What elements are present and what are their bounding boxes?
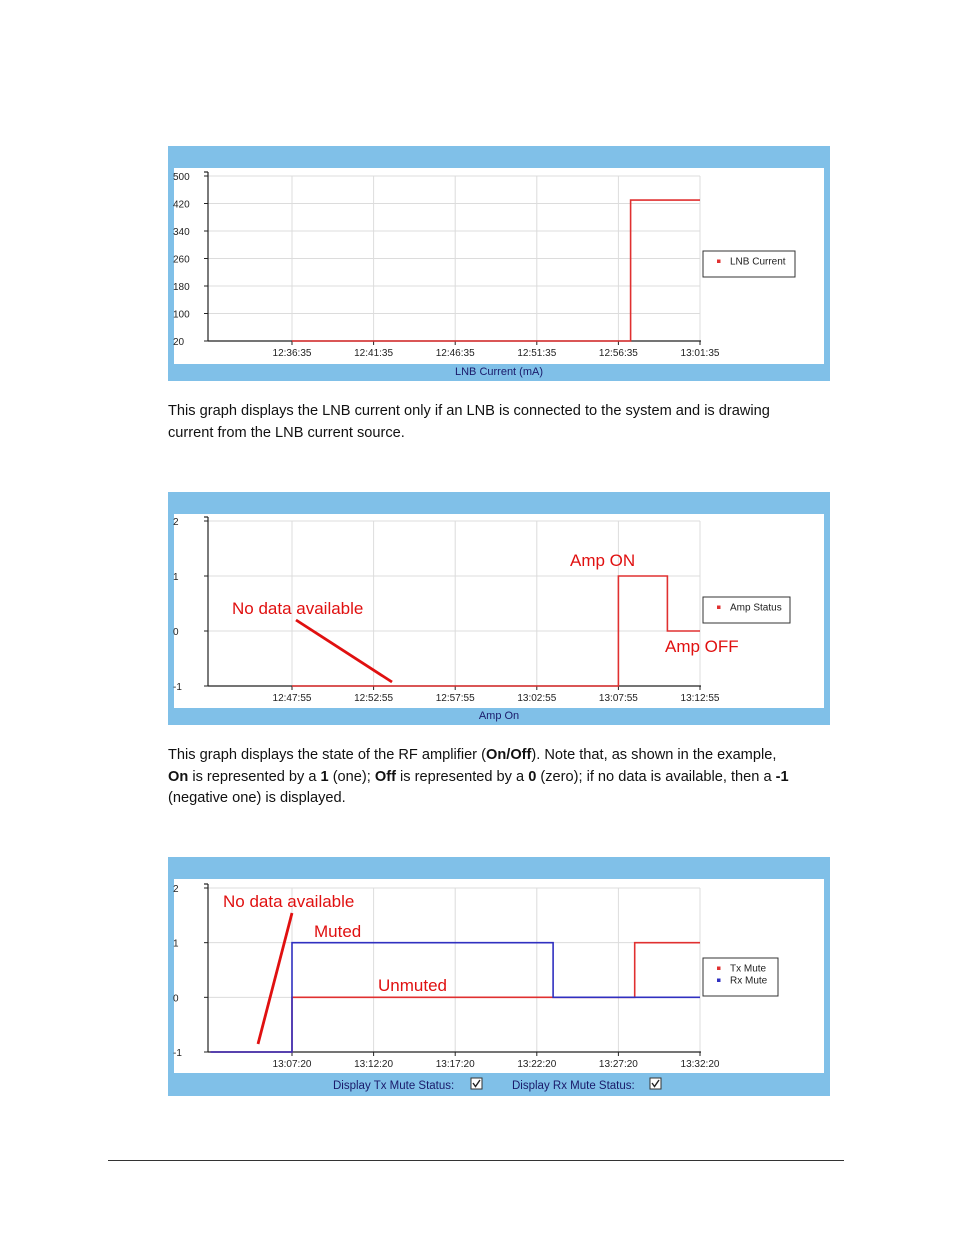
y-tick-label: 340 [173, 227, 190, 238]
y-tick-label: 180 [173, 282, 190, 293]
lnb-description [168, 401, 838, 444]
amp-desc-text: This graph displays the state of the RF amplifier ( [168, 747, 486, 763]
x-tick-label: 13:02:55 [517, 693, 557, 704]
annotation-no-data: No data available [223, 892, 355, 911]
y-tick-label: 0 [173, 993, 179, 1005]
x-tick-label: 13:27:20 [598, 1059, 638, 1070]
y-tick-label: 1 [173, 572, 179, 583]
amp-desc-negative-one: -1 [775, 768, 789, 785]
x-tick-label: 12:57:55 [435, 693, 475, 704]
x-tick-label: 12:52:55 [354, 693, 394, 704]
x-tick-label: 12:47:55 [272, 693, 312, 704]
legend-marker [717, 979, 721, 983]
amp-desc-text: (negative one) is displayed. [168, 790, 346, 806]
x-axis-title: LNB Current (mA) [454, 366, 544, 378]
legend-label: Amp Status [730, 602, 782, 614]
amp-desc-on: On [168, 768, 189, 785]
y-tick-label: -1 [173, 682, 182, 693]
x-tick-label: 13:12:55 [680, 693, 720, 704]
x-tick-label: 13:17:20 [435, 1059, 475, 1070]
annotation-amp-on: Amp ON [570, 551, 636, 570]
x-tick-label: 13:01:35 [680, 348, 720, 359]
x-tick-label: 12:41:35 [354, 348, 394, 359]
legend-marker [717, 606, 721, 610]
y-tick-label: 420 [173, 199, 190, 211]
amp-desc-one: 1 [320, 768, 329, 785]
amp-desc-zero: 0 [528, 768, 537, 785]
amp-desc-text: is represented by a [395, 768, 529, 785]
amp-desc-text: (zero); if no data is available, then a [536, 768, 776, 785]
y-tick-label: 0 [173, 627, 179, 638]
x-tick-label: 12:36:35 [272, 348, 312, 359]
x-tick-label: 13:32:20 [680, 1059, 720, 1070]
y-tick-label: 2 [173, 884, 179, 895]
amp-desc-on: On [485, 747, 507, 763]
lnb-current-chart-panel [168, 146, 830, 381]
tx-mute-toggle-label: Display Tx Mute Status: [333, 1080, 455, 1092]
amp-on-chart-panel [168, 492, 830, 725]
y-tick-label: 20 [173, 337, 185, 348]
x-tick-label: 12:46:35 [435, 348, 475, 359]
y-tick-label: 500 [173, 172, 190, 183]
mute-status-chart [168, 857, 830, 1096]
legend-label: LNB Current [730, 256, 786, 268]
lnb-current-chart [168, 146, 830, 381]
amp-desc-off: Off [510, 747, 532, 763]
x-tick-label: 13:12:20 [354, 1059, 394, 1070]
legend-marker [717, 260, 721, 264]
annotation-amp-off: Amp OFF [665, 637, 739, 656]
x-tick-label: 12:51:35 [517, 348, 557, 359]
y-tick-label: 100 [173, 309, 190, 321]
lnb-description-line1: This graph displays the LNB current only if an LNB is connected to the system and is drawing [168, 403, 770, 419]
mute-chart-panel [168, 857, 830, 1096]
amp-desc-off: Off [374, 768, 396, 785]
footer-rule [108, 1160, 844, 1161]
legend-marker [717, 967, 721, 971]
legend-label: Rx Mute [730, 975, 768, 987]
annotation-no-data: No data available [232, 599, 364, 618]
annotation-unmuted: Unmuted [378, 976, 447, 995]
x-tick-label: 13:07:20 [272, 1059, 312, 1070]
x-tick-label: 12:56:35 [598, 348, 638, 359]
amp-desc-text: (one); [328, 768, 375, 785]
y-tick-label: 260 [173, 254, 190, 266]
x-tick-label: 13:22:20 [517, 1059, 557, 1070]
amp-desc-text: is represented by a [188, 768, 321, 785]
y-tick-label: -1 [173, 1048, 182, 1059]
lnb-description-line2: current from the LNB current source. [168, 424, 405, 441]
y-tick-label: 1 [173, 938, 179, 950]
rx-mute-toggle-label: Display Rx Mute Status: [512, 1080, 635, 1092]
amp-description [168, 745, 838, 810]
y-tick-label: 2 [173, 517, 179, 528]
amp-desc-slash: / [506, 747, 511, 763]
legend-label: Tx Mute [730, 963, 767, 975]
x-tick-label: 13:07:55 [598, 693, 638, 704]
amp-on-chart [168, 492, 830, 725]
annotation-muted: Muted [314, 922, 362, 941]
amp-desc-text: ). Note that, as shown in the example, [531, 747, 777, 763]
x-axis-title: Amp On [478, 710, 520, 722]
